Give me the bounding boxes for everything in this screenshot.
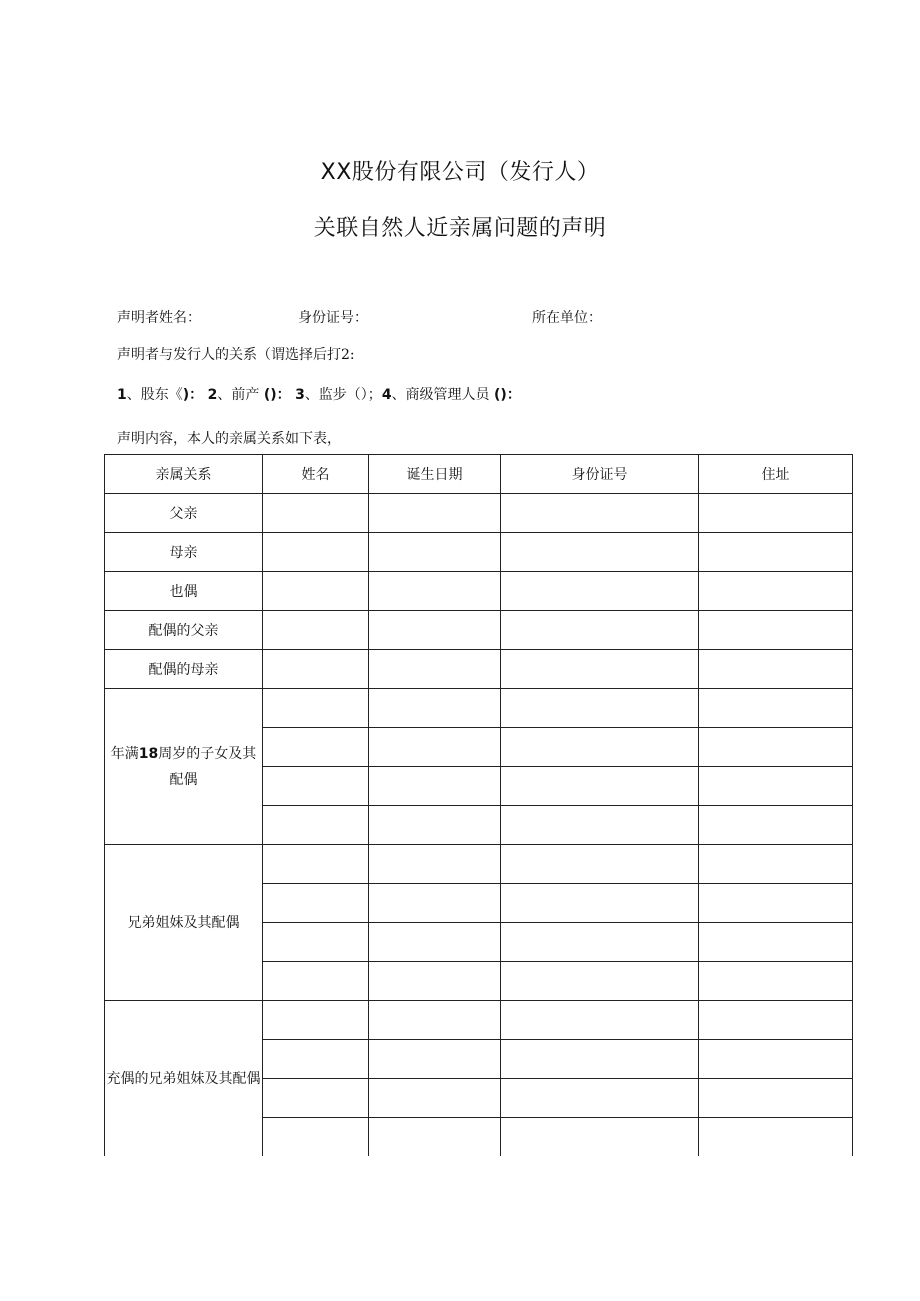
name-cell[interactable] bbox=[263, 1079, 369, 1118]
address-cell[interactable] bbox=[699, 767, 853, 806]
id-number-label: 身份证号： bbox=[298, 310, 368, 326]
id-number-cell[interactable] bbox=[501, 1001, 699, 1040]
id-number-cell[interactable] bbox=[501, 572, 699, 611]
birth-date-cell[interactable] bbox=[369, 1079, 501, 1118]
address-cell[interactable] bbox=[699, 806, 853, 845]
id-number-cell[interactable] bbox=[501, 962, 699, 1001]
address-cell[interactable] bbox=[699, 884, 853, 923]
id-number-cell[interactable] bbox=[501, 806, 699, 845]
address-cell[interactable] bbox=[699, 728, 853, 767]
birth-date-cell[interactable] bbox=[369, 767, 501, 806]
document-subtitle: 关联自然人近亲属问题的声明 bbox=[313, 216, 607, 241]
header-id-number: 身份证号 bbox=[501, 455, 699, 494]
birth-date-cell[interactable] bbox=[369, 650, 501, 689]
address-cell[interactable] bbox=[699, 689, 853, 728]
name-cell[interactable] bbox=[263, 1118, 369, 1157]
name-cell[interactable] bbox=[263, 611, 369, 650]
address-cell[interactable] bbox=[699, 611, 853, 650]
relation-cell: 配偶的父亲 bbox=[105, 611, 263, 650]
address-cell[interactable] bbox=[699, 650, 853, 689]
address-cell[interactable] bbox=[699, 494, 853, 533]
id-number-cell[interactable] bbox=[501, 1118, 699, 1157]
option-4-mark: ()： bbox=[494, 387, 521, 403]
declaration-intro: 声明内容，本人的亲属关系如下表， bbox=[117, 431, 341, 447]
address-cell[interactable] bbox=[699, 845, 853, 884]
relation-prompt: 声明者与发行人的关系（谓选择后打2: bbox=[117, 347, 355, 363]
name-cell[interactable] bbox=[263, 689, 369, 728]
table-row bbox=[105, 611, 853, 650]
birth-date-cell[interactable] bbox=[369, 962, 501, 1001]
name-cell[interactable] bbox=[263, 962, 369, 1001]
table-row bbox=[105, 689, 853, 728]
relation-group-cell: 兄弟姐妹及其配偶 bbox=[105, 845, 263, 1001]
relation-group-cell bbox=[105, 689, 263, 845]
table-header-row bbox=[105, 455, 853, 494]
id-number-cell[interactable] bbox=[501, 650, 699, 689]
header-relation: 亲属关系 bbox=[105, 455, 263, 494]
birth-date-cell[interactable] bbox=[369, 572, 501, 611]
name-cell[interactable] bbox=[263, 533, 369, 572]
option-1-number: 1 bbox=[117, 387, 127, 403]
birth-date-cell[interactable] bbox=[369, 923, 501, 962]
birth-date-cell[interactable] bbox=[369, 1040, 501, 1079]
table-row bbox=[105, 494, 853, 533]
document-title: XX股份有限公司（发行人） bbox=[320, 160, 600, 185]
option-3-text: 、监步（）； bbox=[304, 387, 382, 403]
address-cell[interactable] bbox=[699, 962, 853, 1001]
option-1-mark: )： bbox=[182, 387, 204, 403]
id-number-cell[interactable] bbox=[501, 1079, 699, 1118]
address-cell[interactable] bbox=[699, 923, 853, 962]
name-cell[interactable] bbox=[263, 806, 369, 845]
id-number-cell[interactable] bbox=[501, 728, 699, 767]
id-number-cell[interactable] bbox=[501, 923, 699, 962]
id-number-cell[interactable] bbox=[501, 611, 699, 650]
id-number-cell[interactable] bbox=[501, 689, 699, 728]
group-label-prefix: 年满 bbox=[110, 745, 139, 762]
name-cell[interactable] bbox=[263, 572, 369, 611]
header-name: 姓名 bbox=[263, 455, 369, 494]
birth-date-cell[interactable] bbox=[369, 611, 501, 650]
option-2-text: 、前产 bbox=[217, 387, 260, 403]
birth-date-cell[interactable] bbox=[369, 494, 501, 533]
option-2-number: 2 bbox=[207, 387, 218, 403]
birth-date-cell[interactable] bbox=[369, 845, 501, 884]
group-label-text: 周岁的子女及其配偶 bbox=[158, 745, 257, 788]
name-cell[interactable] bbox=[263, 1040, 369, 1079]
id-number-cell[interactable] bbox=[501, 533, 699, 572]
relatives-table bbox=[104, 454, 853, 1156]
table-row bbox=[105, 1001, 853, 1040]
declarant-name-label: 声明者姓名： bbox=[117, 310, 201, 326]
birth-date-cell[interactable] bbox=[369, 884, 501, 923]
option-1-text: 、股东《 bbox=[126, 387, 183, 403]
relation-options bbox=[117, 384, 521, 404]
name-cell[interactable] bbox=[263, 923, 369, 962]
birth-date-cell[interactable] bbox=[369, 728, 501, 767]
address-cell[interactable] bbox=[699, 533, 853, 572]
relation-cell: 父亲 bbox=[105, 494, 263, 533]
name-cell[interactable] bbox=[263, 767, 369, 806]
name-cell[interactable] bbox=[263, 845, 369, 884]
birth-date-cell[interactable] bbox=[369, 1001, 501, 1040]
id-number-cell[interactable] bbox=[501, 767, 699, 806]
unit-label: 所在单位： bbox=[532, 310, 602, 326]
header-address: 住址 bbox=[699, 455, 853, 494]
table-row bbox=[105, 533, 853, 572]
relation-cell: 也偶 bbox=[105, 572, 263, 611]
relation-cell: 母亲 bbox=[105, 533, 263, 572]
relation-group-cell: 充偶的兄弟姐妹及其配偶 bbox=[105, 1001, 263, 1157]
group-label-age: 18 bbox=[138, 745, 159, 762]
name-cell[interactable] bbox=[263, 728, 369, 767]
address-cell[interactable] bbox=[699, 1118, 853, 1157]
header-birth-date: 诞生日期 bbox=[369, 455, 501, 494]
table-row bbox=[105, 845, 853, 884]
id-number-cell[interactable] bbox=[501, 845, 699, 884]
name-cell[interactable] bbox=[263, 494, 369, 533]
birth-date-cell[interactable] bbox=[369, 806, 501, 845]
id-number-cell[interactable] bbox=[501, 884, 699, 923]
option-4-number: 4 bbox=[381, 387, 392, 403]
name-cell[interactable] bbox=[263, 1001, 369, 1040]
address-cell[interactable] bbox=[699, 1040, 853, 1079]
relation-cell: 配偶的母亲 bbox=[105, 650, 263, 689]
address-cell[interactable] bbox=[699, 1001, 853, 1040]
birth-date-cell[interactable] bbox=[369, 1118, 501, 1157]
birth-date-cell[interactable] bbox=[369, 689, 501, 728]
id-number-cell[interactable] bbox=[501, 494, 699, 533]
table-row bbox=[105, 650, 853, 689]
option-2-mark: ()： bbox=[263, 387, 291, 403]
id-number-cell[interactable] bbox=[501, 1040, 699, 1079]
option-4-text: 、商级管理人员 bbox=[391, 387, 490, 403]
name-cell[interactable] bbox=[263, 650, 369, 689]
address-cell[interactable] bbox=[699, 1079, 853, 1118]
name-cell[interactable] bbox=[263, 884, 369, 923]
birth-date-cell[interactable] bbox=[369, 533, 501, 572]
address-cell[interactable] bbox=[699, 572, 853, 611]
option-3-number: 3 bbox=[295, 387, 305, 403]
table-row bbox=[105, 572, 853, 611]
